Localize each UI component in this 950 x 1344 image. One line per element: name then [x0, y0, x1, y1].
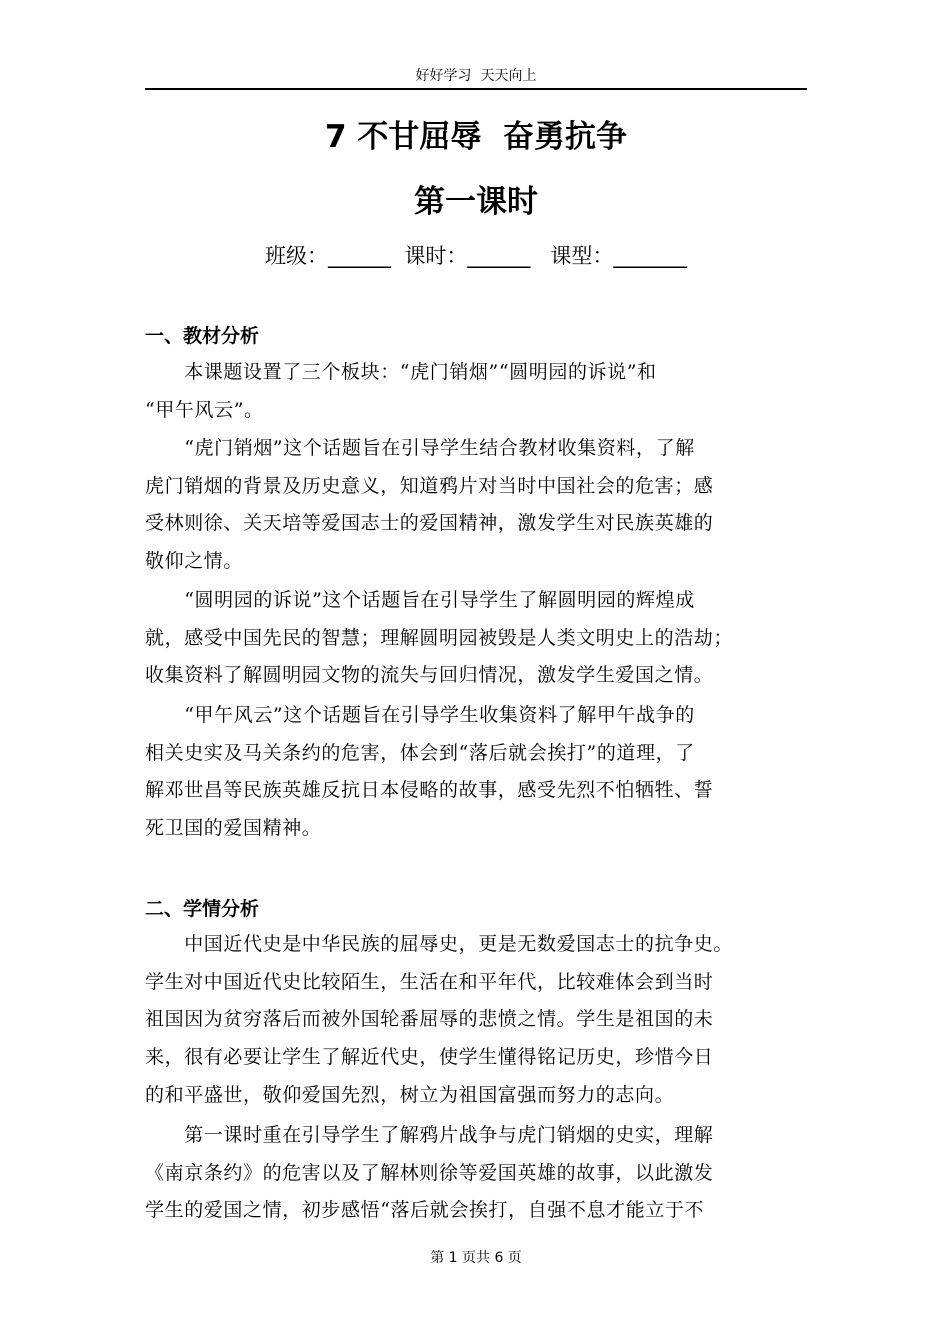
text-line: 解邓世昌等民族英雄反抗日本侵略的故事，感受先烈不怕牺牲、誓: [145, 779, 714, 802]
text-line: “甲午风云”这个话题旨在引导学生收集资料了解甲午战争的: [145, 704, 695, 726]
page-header: 好好学习 天天向上: [415, 68, 537, 84]
text-line: 中国近代史是中华民族的屈辱史，更是无数爱国志士的抗争史。: [145, 933, 734, 955]
text-line: 《南京条约》的危害以及了解林则徐等爱国英雄的故事，以此激发: [145, 1161, 714, 1184]
section-heading-textbook-analysis: 一、教材分析: [145, 325, 260, 347]
text-line: 收集资料了解圆明园文物的流失与回归情况，激发学生爱国之情。: [145, 664, 714, 687]
section-heading-student-analysis: 二、学情分析: [145, 898, 260, 920]
text-line: 就，感受中国先民的智慧；理解圆明园被毁是人类文明史上的浩劫；: [145, 626, 734, 649]
lesson-subtitle: 第一课时: [414, 184, 538, 220]
paragraph: [145, 1117, 805, 1230]
text-line: 祖国因为贫穷落后而被外国轮番屈辱的悲愤之情。学生是祖国的未: [145, 1008, 714, 1031]
lesson-title: 7 不甘屈辱 奋勇抗争: [325, 119, 627, 155]
paragraph: [145, 926, 805, 1115]
page-number-footer: 第 1 页共 6 页: [430, 1250, 522, 1266]
text-line: 学生的爱国之情，初步感悟“落后就会挨打，自强不息才能立于不: [145, 1199, 705, 1222]
text-line: 受林则徐、关天培等爱国志士的爱国精神，激发学生对民族英雄的: [145, 512, 714, 535]
text-line: 敬仰之情。: [145, 550, 244, 573]
header-divider: [145, 88, 807, 90]
text-line: “圆明园的诉说”这个话题旨在引导学生了解圆明园的辉煌成: [145, 589, 695, 611]
text-line: “甲午风云”。: [145, 398, 264, 421]
text-line: 来，很有必要让学生了解近代史，使学生懂得铭记历史，珍惜今日: [145, 1046, 714, 1069]
paragraph: [145, 430, 805, 581]
text-line: 相关史实及马关条约的危害，体会到“落后就会挨打”的道理，了: [145, 741, 695, 764]
text-line: “虎门销烟”这个话题旨在引导学生结合教材收集资料，了解: [145, 437, 695, 459]
text-line: 虎门销烟的背景及历史意义，知道鸦片对当时中国社会的危害；感: [145, 474, 714, 497]
paragraph: [145, 354, 805, 429]
text-line: 学生对中国近代史比较陌生，生活在和平年代，比较难体会到当时: [145, 970, 714, 993]
text-line: 的和平盛世，敬仰爱国先烈，树立为祖国富强而努力的志向。: [145, 1083, 675, 1106]
text-line: 第一课时重在引导学生了解鸦片战争与虎门销烟的史实，理解: [145, 1124, 714, 1146]
text-line: 死卫国的爱国精神。: [145, 817, 322, 840]
text-line: 本课题设置了三个板块：“虎门销烟”“圆明园的诉说”和: [145, 361, 657, 383]
paragraph: [145, 582, 805, 695]
paragraph: [145, 697, 805, 848]
class-info-line: 班级：______ 课时：______ 课型：_______: [265, 244, 687, 268]
